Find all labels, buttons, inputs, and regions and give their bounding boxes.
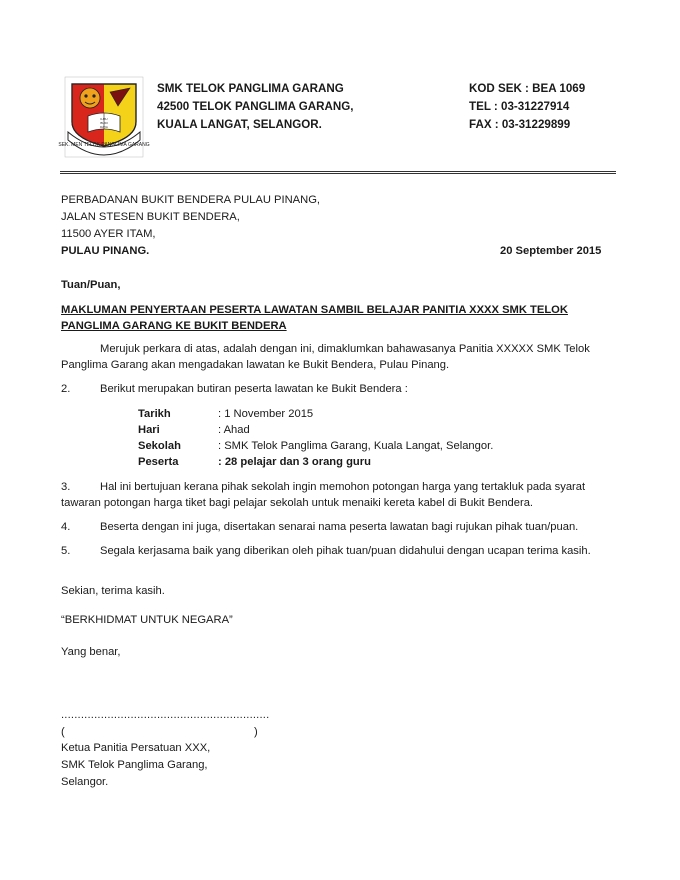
salutation: Tuan/Puan, bbox=[61, 279, 121, 291]
signature-line: ............................................................... bbox=[61, 709, 270, 721]
letterhead-divider-2 bbox=[60, 173, 616, 174]
para3-line1: Hal ini bertujuan kerana pihak sekolah ingin memohon potongan harga yang tertakluk pada syarat bbox=[100, 481, 586, 493]
para4-number: 4. bbox=[61, 521, 71, 533]
signature-paren-open: ( bbox=[61, 726, 65, 738]
signatory-state: Selangor. bbox=[61, 776, 109, 788]
detail-value-tarikh: : 1 November 2015 bbox=[218, 408, 314, 420]
svg-text:ILMU: ILMU bbox=[100, 117, 108, 121]
recipient-line2: JALAN STESEN BUKIT BENDERA, bbox=[61, 211, 240, 223]
recipient-line4: PULAU PINANG. bbox=[61, 245, 150, 257]
recipient-line3: 11500 AYER ITAM, bbox=[61, 228, 156, 240]
detail-label-sekolah: Sekolah bbox=[138, 440, 181, 452]
detail-value-hari: : Ahad bbox=[218, 424, 250, 436]
school-address-line2: KUALA LANGAT, SELANGOR. bbox=[157, 118, 322, 131]
closing-motto: “BERKHIDMAT UNTUK NEGARA” bbox=[61, 614, 233, 626]
para2-number: 2. bbox=[61, 383, 71, 395]
letter-date: 20 September 2015 bbox=[500, 245, 602, 257]
detail-value-sekolah: : SMK Telok Panglima Garang, Kuala Langat, Selangor. bbox=[218, 440, 494, 452]
detail-value-peserta: : 28 pelajar dan 3 orang guru bbox=[218, 456, 371, 468]
letter-subject: MAKLUMAN PENYERTAAN PESERTA LAWATAN SAMBIL BELAJAR PANITIA XXXX SMK TELOK PANGLIMA GARANG KE BUKIT BENDERA bbox=[61, 304, 568, 332]
school-address-line1: 42500 TELOK PANGLIMA GARANG, bbox=[157, 100, 354, 113]
para5-text: Segala kerjasama baik yang diberikan oleh pihak tuan/puan didahului dengan ucapan terima kasih. bbox=[100, 545, 591, 557]
school-logo bbox=[58, 76, 150, 158]
closing-thanks: Sekian, terima kasih. bbox=[61, 585, 165, 597]
signatory-school: SMK Telok Panglima Garang, bbox=[61, 759, 208, 771]
school-phone: TEL : 03-31227914 bbox=[469, 100, 570, 113]
para4-text: Beserta dengan ini juga, disertakan senarai nama peserta lawatan bagi rujukan pihak tuan/puan. bbox=[100, 521, 579, 533]
svg-text:BUDI: BUDI bbox=[100, 121, 108, 125]
svg-text:SEK. MEN TELOK PANGLIMA GARANG: SEK. MEN TELOK PANGLIMA GARANG bbox=[58, 142, 150, 148]
detail-label-tarikh: Tarikh bbox=[138, 408, 171, 420]
signatory-title: Ketua Panitia Persatuan XXX, bbox=[61, 742, 211, 754]
closing-regards: Yang benar, bbox=[61, 646, 121, 658]
para3-number: 3. bbox=[61, 481, 71, 493]
recipient-line1: PERBADANAN BUKIT BENDERA PULAU PINANG, bbox=[61, 194, 321, 206]
para3-line2: tawaran potongan harga tiket bagi pelajar sekolah untuk menaiki kereta kabel di Bukit Bendera. bbox=[61, 497, 534, 509]
svg-text:DAYA: DAYA bbox=[100, 125, 108, 129]
para2-text: Berikut merupakan butiran peserta lawatan ke Bukit Bendera : bbox=[100, 383, 408, 395]
letterhead-divider bbox=[60, 171, 616, 172]
detail-label-peserta: Peserta bbox=[138, 456, 179, 468]
para1-line2: Panglima Garang akan mengadakan lawatan ke Bukit Bendera, Pulau Pinang. bbox=[61, 359, 450, 371]
school-fax: FAX : 03-31229899 bbox=[469, 118, 571, 131]
signature-paren-close: ) bbox=[254, 726, 258, 738]
para1-line1: Merujuk perkara di atas, adalah dengan ini, dimaklumkan bahawasanya Panitia XXXXX SMK Telok bbox=[100, 343, 590, 355]
detail-label-hari: Hari bbox=[138, 424, 160, 436]
para5-number: 5. bbox=[61, 545, 71, 557]
school-code: KOD SEK : BEA 1069 bbox=[469, 82, 586, 95]
school-name: SMK TELOK PANGLIMA GARANG bbox=[157, 82, 344, 95]
